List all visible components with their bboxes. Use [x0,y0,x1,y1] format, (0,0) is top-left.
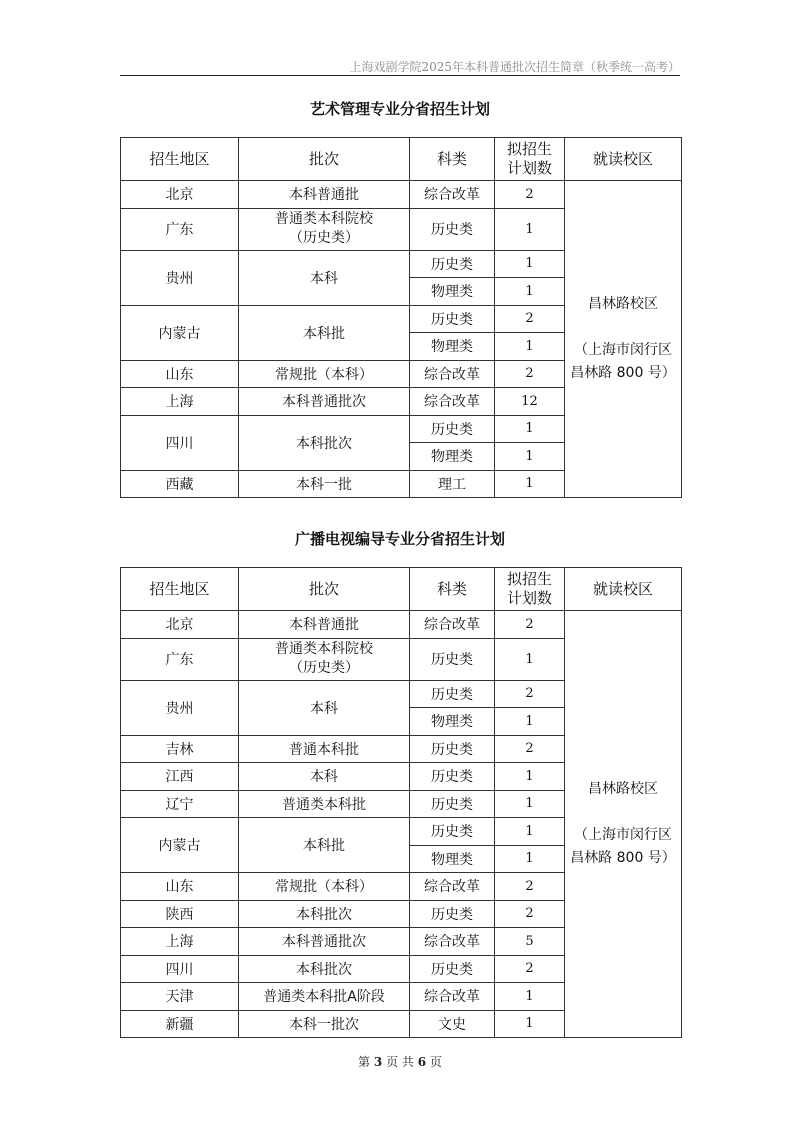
enrollment-table-art-management [120,137,682,498]
subject-cell: 历史类 [410,763,495,791]
batch-cell: 本科普通批 [239,181,410,209]
region-cell: 四川 [121,415,239,470]
subject-cell: 综合改革 [410,181,495,209]
count-cell: 1 [495,250,565,278]
page-footer [0,1053,800,1070]
region-cell: 内蒙古 [121,818,239,873]
subject-cell: 文史 [410,1010,495,1038]
subject-cell: 历史类 [410,415,495,443]
batch-cell: 本科 [239,763,410,791]
subject-cell: 理工 [410,470,495,498]
subject-cell: 历史类 [410,208,495,250]
campus-name: 昌林路校区 [588,781,658,797]
batch-cell: 本科批次 [239,955,410,983]
header-planned-count: 拟招生 计划数 [495,568,565,611]
batch-cell: 本科 [239,680,410,735]
subject-cell: 综合改革 [410,388,495,416]
region-cell: 吉林 [121,735,239,763]
campus-address-line1: （上海市闵行区 [574,827,672,843]
header-rule [120,75,680,76]
count-cell: 5 [495,928,565,956]
batch-cell: 普通类本科批 [239,790,410,818]
subject-cell: 综合改革 [410,360,495,388]
region-cell: 广东 [121,638,239,680]
region-cell: 天津 [121,983,239,1011]
count-cell: 1 [495,638,565,680]
region-cell: 辽宁 [121,790,239,818]
batch-cell: 本科一批次 [239,1010,410,1038]
region-cell: 广东 [121,208,239,250]
table-row [121,611,682,639]
subject-cell: 历史类 [410,955,495,983]
subject-cell: 物理类 [410,333,495,361]
subject-cell: 综合改革 [410,928,495,956]
count-cell: 2 [495,611,565,639]
header-campus: 就读校区 [565,138,682,181]
count-cell: 2 [495,900,565,928]
campus-address-line2: 昌林路 800 号） [570,365,676,381]
region-cell: 北京 [121,611,239,639]
campus-cell [565,181,682,498]
batch-cell: 常规批（本科） [239,360,410,388]
batch-cell: 本科批 [239,305,410,360]
subject-cell: 物理类 [410,708,495,736]
batch-cell: 本科 [239,250,410,305]
batch-cell: 本科普通批 [239,611,410,639]
count-cell: 1 [495,333,565,361]
batch-cell: 普通本科批 [239,735,410,763]
campus-address-line2: 昌林路 800 号） [570,850,676,866]
count-cell: 1 [495,278,565,306]
subject-cell: 历史类 [410,790,495,818]
count-cell: 12 [495,388,565,416]
subject-cell: 综合改革 [410,611,495,639]
count-cell: 2 [495,735,565,763]
running-header: 上海戏剧学院2025年本科普通批次招生简章（秋季统一高考） [349,60,680,74]
campus-cell [565,611,682,1038]
count-cell: 1 [495,208,565,250]
count-cell: 1 [495,470,565,498]
subject-cell: 综合改革 [410,983,495,1011]
table-2-title: 广播电视编导专业分省招生计划 [294,530,505,548]
batch-cell: 本科普通批次 [239,928,410,956]
count-cell: 2 [495,181,565,209]
campus-address-line1: （上海市闵行区 [574,342,672,358]
subject-cell: 历史类 [410,638,495,680]
region-cell: 西藏 [121,470,239,498]
table-1-title: 艺术管理专业分省招生计划 [309,100,490,118]
count-cell: 1 [495,790,565,818]
count-cell: 2 [495,873,565,901]
batch-cell: 本科一批 [239,470,410,498]
count-cell: 2 [495,360,565,388]
footer-total-pages: 6 [417,1055,427,1069]
header-subject: 科类 [410,568,495,611]
header-batch: 批次 [239,568,410,611]
footer-current-page: 3 [373,1055,383,1069]
count-cell: 1 [495,415,565,443]
region-cell: 四川 [121,955,239,983]
region-cell: 新疆 [121,1010,239,1038]
count-cell: 1 [495,818,565,846]
batch-cell: 普通类本科院校 （历史类） [239,208,410,250]
region-cell: 上海 [121,388,239,416]
subject-cell: 物理类 [410,845,495,873]
count-cell: 1 [495,1010,565,1038]
count-cell: 1 [495,763,565,791]
region-cell: 贵州 [121,250,239,305]
footer-middle: 页 共 [386,1055,414,1069]
batch-cell: 本科批 [239,818,410,873]
enrollment-table-broadcast-directing [120,567,682,1038]
header-region: 招生地区 [121,568,239,611]
batch-cell: 本科普通批次 [239,388,410,416]
subject-cell: 综合改革 [410,873,495,901]
count-cell: 2 [495,305,565,333]
subject-cell: 历史类 [410,900,495,928]
subject-cell: 历史类 [410,818,495,846]
region-cell: 内蒙古 [121,305,239,360]
batch-cell: 本科批次 [239,900,410,928]
region-cell: 北京 [121,181,239,209]
header-subject: 科类 [410,138,495,181]
table-row [121,181,682,209]
subject-cell: 历史类 [410,250,495,278]
count-cell: 2 [495,680,565,708]
subject-cell: 历史类 [410,680,495,708]
batch-cell: 本科批次 [239,415,410,470]
region-cell: 贵州 [121,680,239,735]
subject-cell: 历史类 [410,735,495,763]
header-planned-count: 拟招生 计划数 [495,138,565,181]
batch-cell: 普通类本科批A阶段 [239,983,410,1011]
region-cell: 山东 [121,873,239,901]
count-cell: 1 [495,708,565,736]
batch-cell: 普通类本科院校 （历史类） [239,638,410,680]
header-batch: 批次 [239,138,410,181]
header-campus: 就读校区 [565,568,682,611]
count-cell: 1 [495,443,565,471]
count-cell: 2 [495,955,565,983]
count-cell: 1 [495,983,565,1011]
region-cell: 上海 [121,928,239,956]
region-cell: 陕西 [121,900,239,928]
subject-cell: 物理类 [410,443,495,471]
subject-cell: 历史类 [410,305,495,333]
footer-suffix: 页 [429,1055,442,1069]
region-cell: 江西 [121,763,239,791]
count-cell: 1 [495,845,565,873]
header-region: 招生地区 [121,138,239,181]
region-cell: 山东 [121,360,239,388]
footer-prefix: 第 [358,1055,371,1069]
subject-cell: 物理类 [410,278,495,306]
batch-cell: 常规批（本科） [239,873,410,901]
campus-name: 昌林路校区 [588,296,658,312]
